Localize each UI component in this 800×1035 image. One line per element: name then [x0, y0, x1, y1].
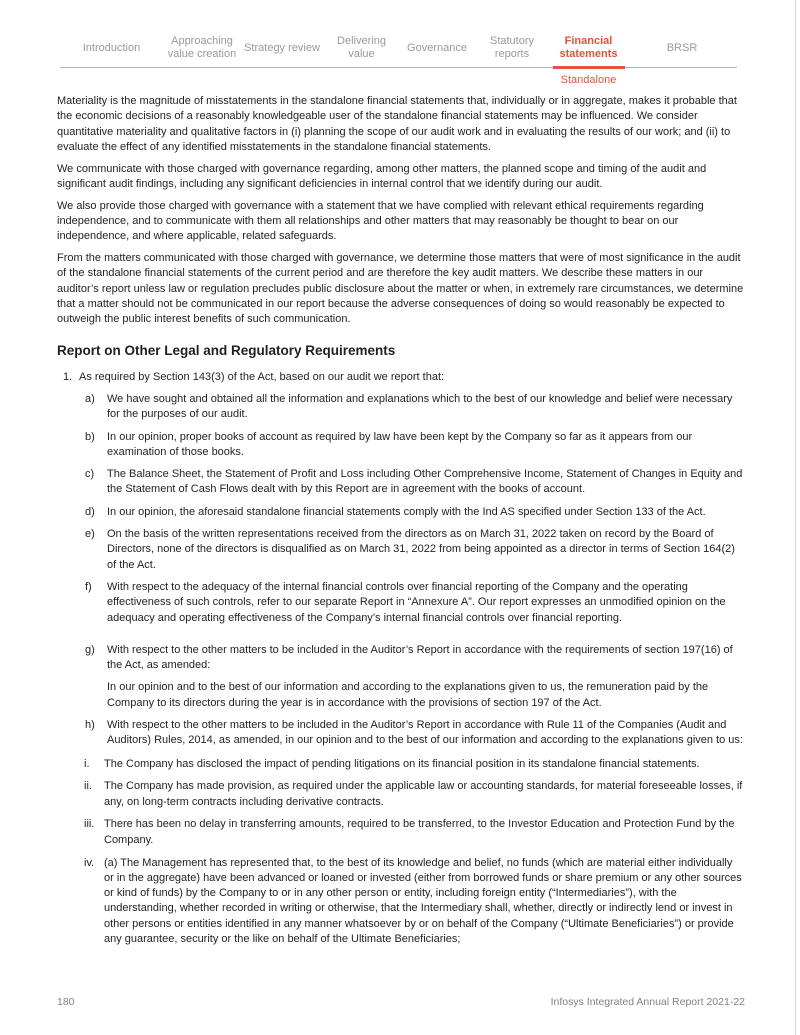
nav-tab-statutory-reports[interactable]: Statutory reports — [489, 35, 535, 60]
list-item-c — [85, 467, 745, 498]
nav-tab-brsr[interactable]: BRSR — [666, 41, 698, 54]
list-item-text: We have sought and obtained all the information and explanations which to the best of our knowledge and belief were necessary for the purposes of our audit. — [107, 392, 733, 421]
list-item-b — [85, 430, 745, 461]
sublist-item-i — [84, 757, 745, 772]
list-item-d — [85, 505, 745, 520]
sublist-item-iii — [84, 817, 745, 848]
nav-tab-row — [60, 33, 737, 86]
list-item-text: With respect to the other matters to be included in the Auditor’s Report in accordance with the requirements of section 197(16) of the Act, as amended: — [107, 643, 733, 672]
list-marker: c) — [85, 468, 95, 481]
nav-subtab-standalone[interactable]: Standalone — [560, 74, 617, 86]
sublist-item-ii — [84, 779, 745, 810]
list-marker: 1. — [63, 370, 73, 383]
list-marker: a) — [85, 392, 95, 405]
list-marker: iii. — [84, 818, 95, 831]
list-item-text: On the basis of the written representations received from the directors as on March 31, 2022 taken on record by the Board of Directors, none of the directors is disqualified as on March 31, 2022 from being appointed as a director in terms of Section 164(2) of the Act. — [107, 528, 735, 571]
active-tab-underline — [553, 66, 625, 69]
nav-tab-financial-statements[interactable] — [550, 35, 627, 86]
list-item-a — [85, 392, 745, 423]
list-marker: iv. — [84, 856, 95, 869]
paragraph-materiality: Materiality is the magnitude of misstatements in the standalone financial statements that, individually or in aggregate, makes it probable that the economic decisions of a reasonably knowledgeable user of the standalone financial statements may be influenced. We consider quantitative materiality and qualitative factors in (i) planning the scope of our audit work and in evaluating the results of our work; and (ii) to evaluate the effect of any identified misstatements in the standalone financial statements. — [57, 95, 737, 153]
list-item-g — [85, 643, 745, 674]
list-item-text: The Company has disclosed the impact of pending litigations on its financial position in its standalone financial statements. — [104, 757, 700, 770]
list-item-text: The Balance Sheet, the Statement of Profit and Loss including Other Comprehensive Income, Statement of Changes in Equity and the Statement of Cash Flows dealt with by this Report are in agreement with the books of account. — [107, 468, 743, 496]
list-marker: i. — [84, 757, 90, 770]
page-edge-line — [795, 0, 796, 1035]
list-item-text: With respect to the adequacy of the internal financial controls over financial reporting of the Company and the operating effectiveness of such controls, refer to our separate Report in “Annexure A”. Our report expresses an unmodified opinion on the adequacy and operating effectiveness of the Company’s internal financial controls over financial reporting. — [107, 580, 726, 624]
page-footer — [57, 996, 745, 1008]
list-item-e — [85, 527, 745, 573]
nav-tab-financial-statements-label: Financial statements — [559, 35, 618, 60]
page-number: 180 — [57, 996, 75, 1008]
list-marker: d) — [85, 505, 95, 518]
list-item-text: (a) The Management has represented that, to the best of its knowledge and belief, no funds (which are material either individually or in the aggregate) have been advanced or loaned or invested (either from borrowed funds or share premium or any other sources or kind of funds) by the Company to or in any other person or entity, including foreign entity (“Intermediaries”), with the understanding, whether recorded in writing or otherwise, that the Intermediary shall, whether, directly or indirectly lend or invest in other persons or entities identified in any manner whatsoever by or on behalf of the Company (“Ultimate Beneficiaries”) or provide any guarantee, security or the like on behalf of the Ultimate Beneficiaries; — [104, 856, 742, 946]
list-item-text: With respect to the other matters to be included in the Auditor’s Report in accordance with Rule 11 of the Companies (Audit and Auditors) Rules, 2014, as amended, in our opinion and to the best of our information and according to the explanations given to us: — [107, 719, 743, 747]
section-heading: Report on Other Legal and Regulatory Requirements — [57, 342, 396, 358]
list-item-text: In our opinion, proper books of account as required by law have been kept by the Company so far as it appears from our examination of those books. — [107, 430, 693, 458]
nav-tab-strategy-review[interactable]: Strategy review — [244, 41, 320, 54]
list-item-text: The Company has made provision, as required under the applicable law or accounting standards, for material foreseeable losses, if any, on long-term contracts including derivative contracts. — [104, 780, 743, 808]
nav-divider-line — [60, 67, 737, 68]
list-marker: e) — [85, 528, 95, 541]
page-body — [57, 68, 745, 947]
report-title: Infosys Integrated Annual Report 2021-22 — [550, 996, 745, 1008]
list-item-g-continuation: In our opinion and to the best of our information and according to the explanations given to us, the remuneration paid by the Company to its directors during the year is in accordance with the provisions of section 197 of the Act. — [107, 681, 709, 709]
paragraph-ethical-requirements: We also provide those charged with governance with a statement that we have complied with relevant ethical requirements regarding independence, and to communicate with them all relationships and other matters that may reasonably be thought to bear on our independence, and where applicable, related safeguards. — [57, 199, 704, 243]
nav-tab-introduction[interactable]: Introduction — [82, 41, 141, 54]
list-marker: ii. — [84, 780, 92, 793]
list-marker: g) — [85, 643, 95, 656]
sublist-h — [57, 757, 745, 948]
list-item-text: As required by Section 143(3) of the Act, based on our audit we report that: — [79, 370, 445, 383]
nav-tab-delivering-value[interactable]: Delivering value — [337, 35, 386, 60]
list-item-f — [85, 580, 745, 626]
sublist-item-iv — [84, 856, 745, 948]
list-marker: b) — [85, 430, 95, 443]
nav-tab-governance[interactable]: Governance — [407, 41, 467, 54]
paragraph-key-audit-matters: From the matters communicated with those charged with governance, we determine those matters that were of most significance in the audit of the standalone financial statements of the current period and are therefore the key audit matters. We describe these matters in our auditor’s report unless law or regulation precludes public disclosure about the matter or when, in extremely rare circumstances, we determine that a matter should not be communicated in our report because the adverse consequences of doing so would reasonably be expected to outweigh the public interest benefits of such communication. — [57, 252, 744, 326]
list-item-1 — [57, 370, 745, 385]
paragraph-communicate-governance: We communicate with those charged with governance regarding, among other matters, the planned scope and timing of the audit and significant audit findings, including any significant deficiencies in internal control that we identify during our audit. — [57, 162, 707, 190]
top-navigation — [60, 0, 737, 86]
list-item-text: There has been no delay in transferring amounts, required to be transferred, to the Investor Education and Protection Fund by the Company. — [104, 818, 735, 846]
list-item-h — [85, 718, 745, 749]
list-marker: h) — [85, 719, 95, 731]
list-item-text: In our opinion, the aforesaid standalone financial statements comply with the Ind AS specified under Section 133 of the Act. — [107, 505, 706, 518]
nav-tab-approaching-value-creation[interactable]: Approaching value creation — [167, 35, 237, 60]
list-marker: f) — [85, 580, 92, 593]
